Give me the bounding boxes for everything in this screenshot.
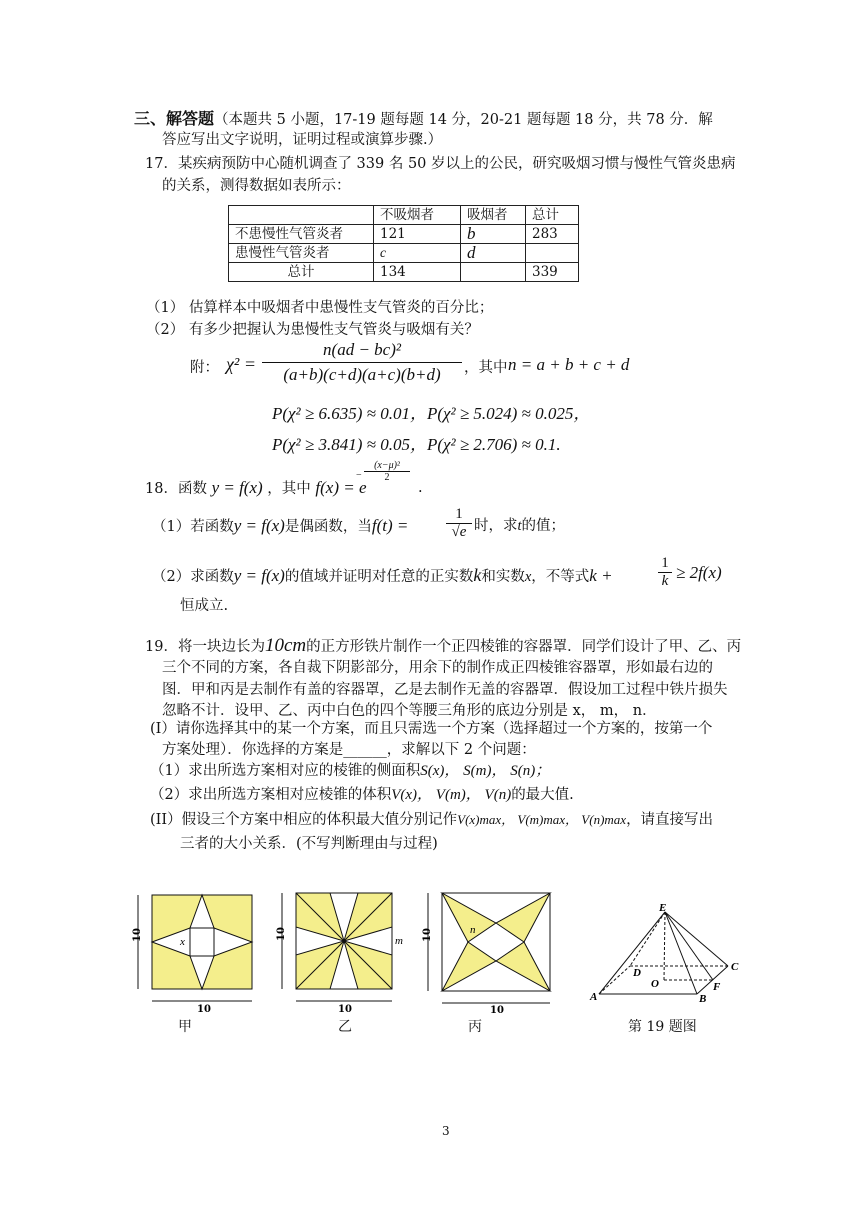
label-A: A — [590, 991, 598, 1003]
caption-yi: 乙 — [338, 1019, 352, 1035]
edge-EC — [665, 912, 728, 966]
section-title: 三、解答题 — [134, 109, 215, 128]
text: 的正方形铁片制作一个正四棱锥的容器罩．同学们设计了甲、乙、丙 — [306, 639, 742, 655]
chi-square-lhs: χ² = — [226, 354, 256, 374]
math: 10cm — [264, 635, 307, 656]
n-label: n — [470, 924, 476, 936]
table-header-row — [229, 206, 579, 225]
math: S(x)， S(m)， S(n)； — [420, 763, 551, 779]
q19-part2-line2: 三者的大小关系．(不写判断理由与过程) — [180, 836, 438, 852]
q19-line2: 三个不同的方案，各自裁下阴影部分，用余下的制作成正四棱锥容器罩，形如最右边的 — [162, 660, 713, 676]
q19-line4: 忽略不计．设甲、乙、丙中白色的四个等腰三角形的底边分别是 x， m， n． — [162, 703, 657, 719]
prob-line-1: P(χ² ≥ 6.635) ≈ 0.01，P(χ² ≥ 5.024) ≈ 0.025， — [272, 404, 591, 423]
table-cell: c — [374, 244, 461, 263]
dim-label: 10 — [132, 928, 143, 942]
chi-square-numerator: n(ad − bc)² — [262, 340, 462, 363]
caption-jia: 甲 — [178, 1019, 192, 1035]
label-C: C — [731, 961, 739, 973]
q18-mid: ，其中 — [267, 481, 311, 497]
q19-part1-line2: 方案处理）．你选择的方案是______，求解以下 2 个问题： — [162, 742, 536, 758]
text: ，请直接写出 — [626, 812, 714, 828]
label-F: F — [713, 981, 721, 993]
chi-where: ，其中 — [464, 360, 508, 376]
fraction-numerator: 1 — [658, 555, 672, 573]
table-cell: 121 — [374, 225, 461, 244]
q18-func2: f(x) = e — [315, 478, 367, 497]
table-cell — [461, 263, 526, 282]
table-cell — [526, 244, 579, 263]
dim-label: 10 — [197, 1004, 211, 1015]
text: 和实数 — [481, 569, 525, 585]
text: （2）求函数 — [152, 569, 234, 585]
fraction-denominator: k — [661, 573, 669, 589]
label-B: B — [699, 993, 707, 1005]
q17-sub1: （1） 估算样本中吸烟者中患慢性支气管炎的百分比； — [146, 300, 494, 316]
section-note-2: 答应写出文字说明，证明过程或演算步骤.） — [162, 132, 443, 148]
table-cell: 总计 — [526, 206, 579, 225]
text: 是偶函数，当 — [284, 519, 372, 535]
text: (II）假设三个方案中相应的体积最大值分别记作 — [150, 812, 458, 828]
table-cell — [229, 206, 374, 225]
label-D: D — [633, 967, 641, 979]
label-E: E — [659, 902, 667, 914]
math: V(x)max， V(m)max， V(n)max — [457, 812, 627, 827]
text: 的值域并证明对任意的正实数 — [284, 569, 474, 585]
n-definition: n = a + b + c + d — [508, 355, 630, 374]
x-label: x — [180, 936, 185, 948]
q19-line1 — [145, 636, 741, 657]
q18-prefix: 18．函数 — [145, 481, 207, 497]
text: 的值； — [521, 518, 566, 534]
q18-sub2-ineq: ≥ 2f(x) — [676, 563, 722, 582]
q19-sub1 — [150, 761, 550, 781]
q18-line1 — [145, 478, 367, 499]
math: k + — [589, 566, 613, 585]
q17-attach-label: 附： — [190, 360, 219, 376]
math: k — [473, 565, 482, 585]
q18-sub2-end: 恒成立. — [180, 598, 229, 614]
figure-yi — [272, 885, 412, 1015]
chi-square-fraction — [262, 340, 462, 385]
q19-part2-line1 — [150, 810, 713, 830]
table-cell: 不患慢性气管炎者 — [229, 225, 374, 244]
table-row — [229, 225, 579, 244]
text: 19．将一块边长为 — [145, 639, 265, 655]
q17-data-table — [228, 205, 579, 282]
figure-bing — [418, 885, 558, 1015]
edge-ED — [630, 912, 665, 966]
table-cell: 吸烟者 — [461, 206, 526, 225]
text: （1）若函数 — [152, 519, 234, 535]
q18-exp-den: 2 — [384, 472, 390, 483]
table-cell: 患慢性气管炎者 — [229, 244, 374, 263]
table-cell: 不吸烟者 — [374, 206, 461, 225]
section-note: （本题共 5 小题，17-19 题每题 14 分，20-21 题每题 18 分，共 78 分．解 — [214, 112, 713, 128]
q18-exponent: − (x−μ)² 2 — [364, 460, 410, 483]
dim-label: 10 — [276, 927, 287, 941]
math: x — [524, 569, 532, 585]
table-row — [229, 244, 579, 263]
dim-label: 10 — [490, 1005, 504, 1015]
q18-sub1-end — [474, 516, 565, 536]
table-cell: 283 — [526, 225, 579, 244]
math: y = f(x) — [233, 516, 285, 535]
section-heading-line — [134, 106, 713, 129]
q18-func1: y = f(x) — [211, 478, 263, 497]
dim-label: 10 — [422, 928, 433, 942]
math: y = f(x) — [233, 566, 285, 585]
dim-label: 10 — [338, 1004, 352, 1015]
caption-bing: 丙 — [468, 1019, 482, 1035]
q19-part1-line1: (I）请你选择其中的某一个方案，而且只需选一个方案（选择超过一个方案的，按第一个 — [150, 721, 713, 737]
text: （2）求出所选方案相对应棱锥的体积 — [150, 787, 392, 803]
chi-square-denominator: (a+b)(c+d)(a+c)(b+d) — [283, 365, 441, 384]
table-cell: 总计 — [229, 263, 374, 282]
math: f(t) = — [371, 516, 409, 535]
q19-sub2 — [150, 785, 574, 805]
text: （1）求出所选方案相对应的棱锥的侧面积 — [150, 763, 421, 779]
q18-exp-num: (x−μ)² — [364, 460, 410, 472]
q17-sub2: （2） 有多少把握认为患慢性支气管炎与吸烟有关？ — [146, 322, 479, 338]
edge-AD — [599, 966, 630, 994]
q19-line3: 图．甲和丙是去制作有盖的容器罩，乙是去制作无盖的容器罩．假设加工过程中铁片损失 — [162, 682, 728, 698]
edge-EB — [665, 912, 697, 994]
text: ，不等式 — [531, 569, 590, 585]
q18-sub2 — [152, 565, 613, 587]
label-O: O — [651, 978, 659, 990]
q18-sub1-fraction — [446, 506, 472, 541]
q17-line1: 17．某疾病预防中心随机调查了 339 名 50 岁以上的公民，研究吸烟习惯与慢性气管炎患病 — [145, 156, 736, 172]
math: V(x)， V(m)， V(n) — [391, 787, 512, 803]
q18-end: . — [418, 480, 423, 496]
jia-center-square — [190, 928, 214, 956]
height-EO — [664, 912, 665, 980]
q17-line2: 的关系，测得数据如表所示： — [162, 178, 351, 194]
q18-sub1 — [152, 516, 408, 537]
q18-sub2-fraction — [658, 555, 672, 590]
page-number: 3 — [442, 1124, 450, 1138]
fraction-numerator: 1 — [446, 506, 472, 524]
figure-jia — [128, 885, 268, 1015]
figure-pyramid — [585, 900, 745, 1010]
edge-EF — [665, 912, 713, 980]
table-cell: 134 — [374, 263, 461, 282]
fraction-denominator: √e — [451, 524, 467, 540]
text: 时，求 — [474, 518, 518, 534]
caption-fig19: 第 19 题图 — [628, 1019, 697, 1035]
table-cell: 339 — [526, 263, 579, 282]
prob-line-2: P(χ² ≥ 3.841) ≈ 0.05，P(χ² ≥ 2.706) ≈ 0.1. — [272, 435, 561, 454]
table-cell: d — [461, 244, 526, 263]
table-row — [229, 263, 579, 282]
table-cell: b — [461, 225, 526, 244]
math: t — [517, 518, 522, 534]
m-label: m — [395, 935, 403, 947]
text: 的最大值. — [511, 787, 574, 803]
